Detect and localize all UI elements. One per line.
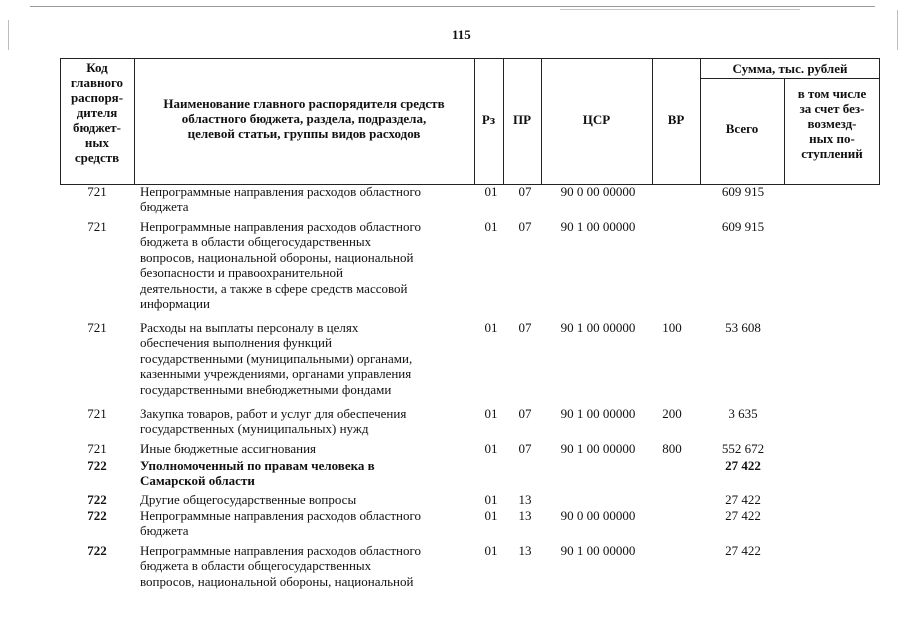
rz-cell: 01: [484, 508, 498, 523]
header-pr: ПР: [512, 112, 532, 127]
csr-cell: 90 0 00 00000: [560, 508, 636, 523]
csr-cell: 90 1 00 00000: [560, 320, 636, 335]
header-total: Всего: [725, 121, 759, 136]
header-vr: ВР: [667, 112, 685, 127]
csr-cell: 90 1 00 00000: [560, 219, 636, 234]
kod-cell: 722: [87, 508, 107, 523]
header-top-border: [60, 58, 880, 59]
kod-cell: 721: [87, 441, 107, 456]
total-cell: 27 422: [725, 508, 761, 523]
header-name: Наименование главного распорядителя средств областного бюджета, раздела, подраздела, целевой статьи, группы видов расходов: [163, 96, 445, 141]
kod-cell: 721: [87, 406, 107, 421]
total-cell: 27 422: [725, 543, 761, 558]
rz-cell: 01: [484, 219, 498, 234]
name-cell: Закупка товаров, работ и услуг для обеспечения государственных (муниципальных) нужд: [140, 406, 407, 437]
csr-cell: 90 1 00 00000: [560, 543, 636, 558]
kod-cell: 721: [87, 184, 107, 199]
scan-border-line: [560, 9, 800, 10]
pr-cell: 07: [518, 441, 532, 456]
rz-cell: 01: [484, 320, 498, 335]
csr-cell: 90 1 00 00000: [560, 441, 636, 456]
pr-cell: 07: [518, 184, 532, 199]
total-cell: 27 422: [725, 492, 761, 507]
total-cell: 3 635: [728, 406, 758, 421]
pr-cell: 13: [518, 508, 532, 523]
name-cell: Непрограммные направления расходов областного бюджета: [140, 508, 421, 539]
header-free: в том числе за счет без- возмезд- ных по- ступлений: [797, 86, 867, 161]
page-number: 115: [452, 27, 471, 42]
csr-cell: 90 0 00 00000: [560, 184, 636, 199]
kod-cell: 721: [87, 320, 107, 335]
name-cell: Непрограммные направления расходов областного бюджета в области общегосударственных вопросов, национальной обороны, национальной безопасности и правоохранительной деятельности, а также в сфере средств массовой информации: [140, 219, 421, 312]
total-cell: 552 672: [721, 441, 765, 456]
total-cell: 53 608: [725, 320, 761, 335]
name-cell: Непрограммные направления расходов областного бюджета: [140, 184, 421, 215]
name-cell: Иные бюджетные ассигнования: [140, 441, 317, 456]
pr-cell: 13: [518, 492, 532, 507]
scan-edge-mark: [897, 10, 898, 50]
vr-cell: 800: [662, 441, 682, 456]
kod-cell: 722: [87, 492, 107, 507]
header-sum: Сумма, тыс. рублей: [732, 61, 848, 76]
name-cell: Непрограммные направления расходов областного бюджета в области общегосударственных вопросов, национальной обороны, национальной: [140, 543, 421, 589]
scan-edge-mark: [8, 20, 9, 50]
total-cell: 609 915: [721, 184, 765, 199]
name-cell: Расходы на выплаты персоналу в целях обеспечения выполнения функций государственными (муниципальными) органами, казенными учреждениями, органами управления государственными внебюджетными фондами: [140, 320, 413, 397]
rz-cell: 01: [484, 543, 498, 558]
vr-cell: 100: [662, 320, 682, 335]
pr-cell: 13: [518, 543, 532, 558]
rz-cell: 01: [484, 184, 498, 199]
header-sum-divider: [700, 78, 880, 79]
rz-cell: 01: [484, 406, 498, 421]
pr-cell: 07: [518, 320, 532, 335]
kod-cell: 722: [87, 543, 107, 558]
pr-cell: 07: [518, 406, 532, 421]
kod-cell: 721: [87, 219, 107, 234]
scan-border-line: [30, 6, 875, 7]
total-cell: 609 915: [721, 219, 765, 234]
header-rz: Рз: [481, 112, 496, 127]
csr-cell: 90 1 00 00000: [560, 406, 636, 421]
pr-cell: 07: [518, 219, 532, 234]
vr-cell: 200: [662, 406, 682, 421]
header-kod: Код главного распоря- дителя бюджет- ных средств: [70, 60, 124, 165]
header-csr: ЦСР: [582, 112, 611, 127]
rz-cell: 01: [484, 492, 498, 507]
name-cell: Другие общегосударственные вопросы: [140, 492, 357, 507]
rz-cell: 01: [484, 441, 498, 456]
name-cell: Уполномоченный по правам человека в Самарской области: [140, 458, 375, 489]
kod-cell: 722: [87, 458, 107, 473]
total-cell: 27 422: [725, 458, 761, 473]
